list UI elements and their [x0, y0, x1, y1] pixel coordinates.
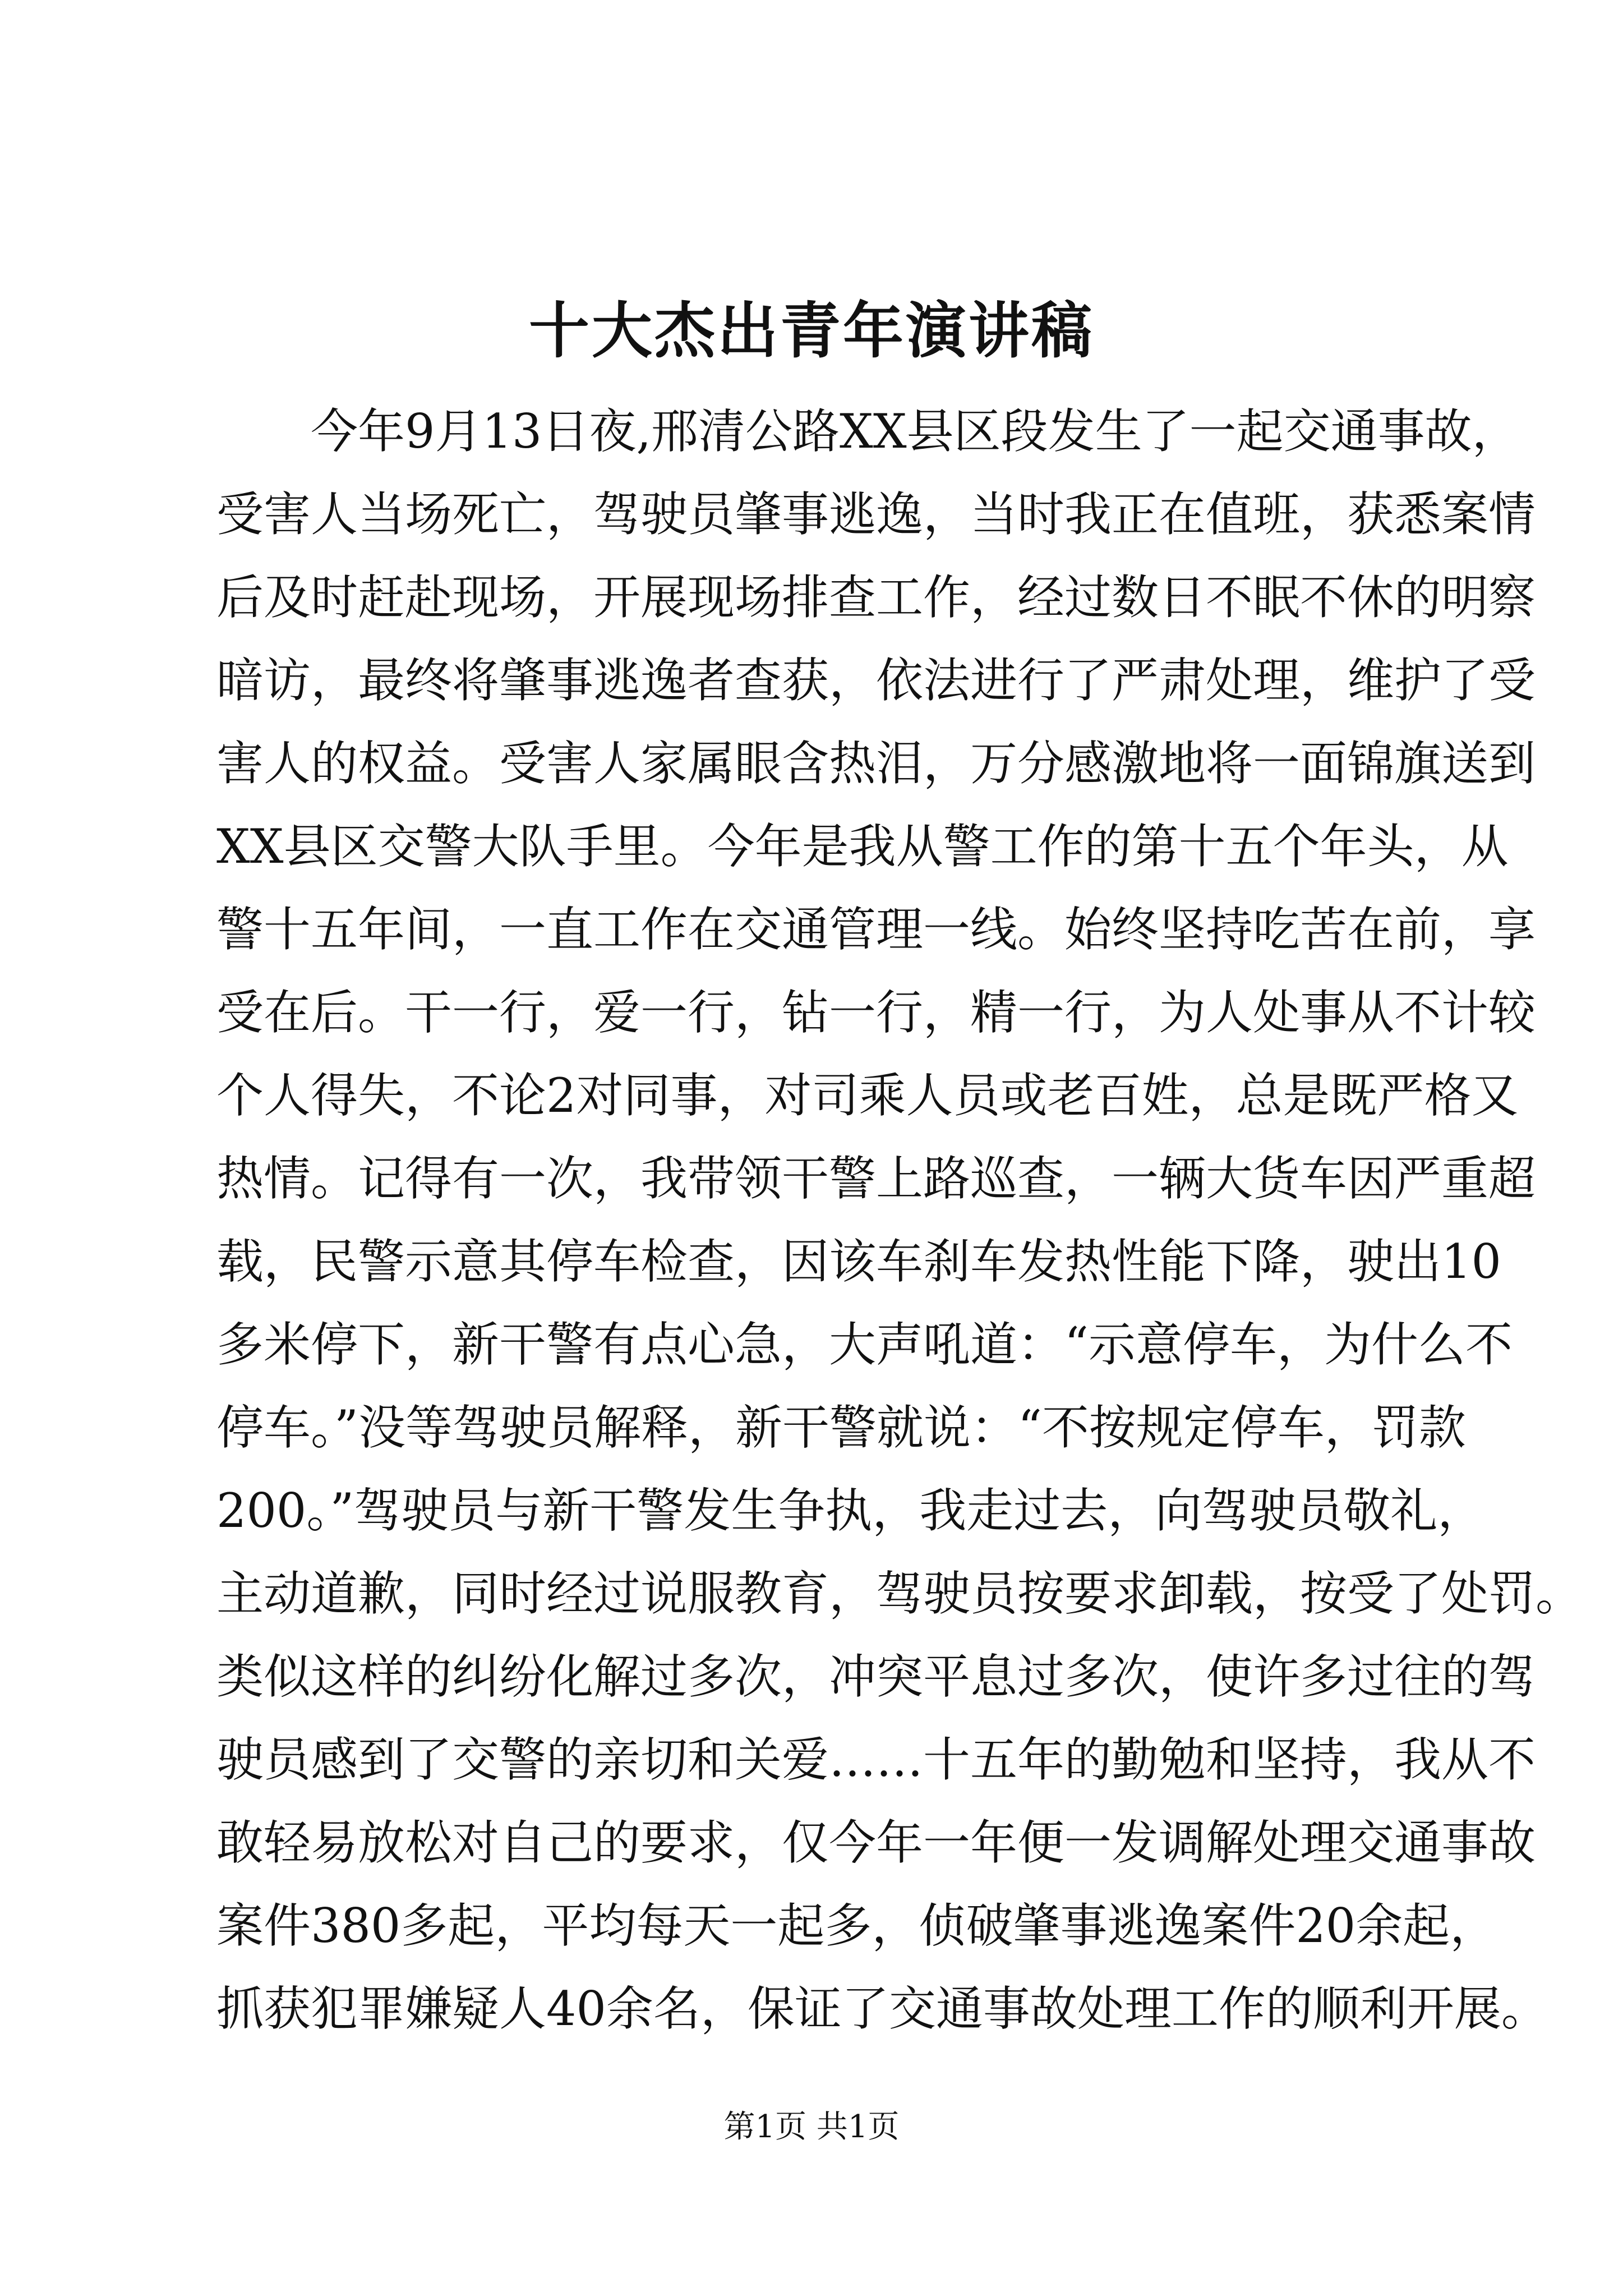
body-line: 驶员感到了交警的亲切和关爱……十五年的勤勉和坚持，我从不 [216, 1732, 1536, 1787]
body-line: 200。”驾驶员与新干警发生争执，我走过去，向驾驶员敬礼， [216, 1483, 1485, 1538]
body-line: 案件380多起，平均每天一起多，侦破肇事逃逸案件20余起， [216, 1898, 1497, 1953]
document-title: 十大杰出青年演讲稿 [528, 296, 1094, 366]
body-line: 害人的权益。受害人家属眼含热泪，万分感激地将一面锦旗送到 [216, 736, 1536, 791]
body-line: 个人得失，不论2对同事，对司乘人员或老百姓，总是既严格又 [216, 1068, 1519, 1123]
body-line: 敢轻易放松对自己的要求，仅今年一年便一发调解处理交通事故 [216, 1815, 1536, 1870]
body-line: 受在后。干一行，爱一行，钻一行，精一行，为人处事从不计较 [216, 985, 1536, 1040]
body-line: 警十五年间，一直工作在交通管理一线。始终坚持吃苦在前，享 [216, 902, 1536, 957]
body-line: 停车。”没等驾驶员解释，新干警就说：“不按规定停车，罚款 [216, 1400, 1466, 1455]
body-line: 主动道歉，同时经过说服教育，驾驶员按要求卸载，按受了处罚。 [216, 1566, 1583, 1621]
page-footer: 第1页 共1页 [723, 2109, 900, 2145]
body-line: 抓获犯罪嫌疑人40余名，保证了交通事故处理工作的顺利开展。 [216, 1981, 1548, 2036]
document-body [216, 390, 1583, 2050]
body-line: XX县区交警大队手里。今年是我从警工作的第十五个年头，从 [216, 819, 1509, 874]
body-line: 后及时赶赴现场，开展现场排查工作，经过数日不眠不休的明察 [216, 570, 1536, 625]
body-line: 今年9月13日夜,邢清公路XX县区段发生了一起交通事故， [216, 404, 1519, 459]
body-line: 受害人当场死亡，驾驶员肇事逃逸，当时我正在值班，获悉案情 [216, 487, 1536, 542]
body-line: 类似这样的纠纷化解过多次，冲突平息过多次，使许多过往的驾 [216, 1649, 1536, 1704]
body-line: 暗访，最终将肇事逃逸者查获，依法进行了严肃处理，维护了受 [216, 653, 1536, 708]
body-line: 载，民警示意其停车检查，因该车刹车发热性能下降，驶出10 [216, 1234, 1501, 1289]
body-line: 热情。记得有一次，我带领干警上路巡查，一辆大货车因严重超 [216, 1151, 1536, 1206]
body-line: 多米停下，新干警有点心急，大声吼道：“示意停车，为什么不 [216, 1317, 1513, 1372]
